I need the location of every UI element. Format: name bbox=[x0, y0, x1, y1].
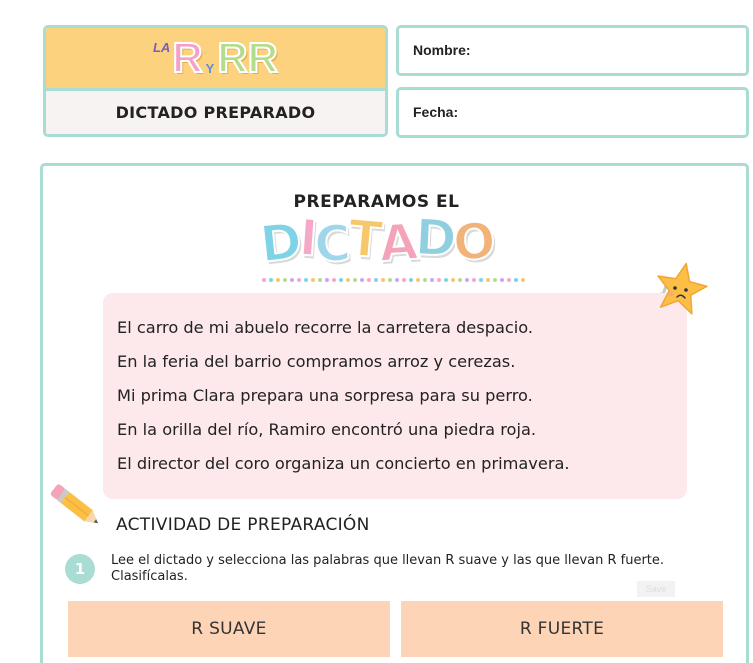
title-banner bbox=[46, 28, 385, 91]
decorative-dots bbox=[262, 278, 532, 284]
decorative-dot bbox=[451, 278, 455, 282]
decorative-dot bbox=[311, 278, 315, 282]
dictado-letter: O bbox=[450, 211, 496, 273]
decorative-dot bbox=[297, 278, 301, 282]
decorative-dot bbox=[395, 278, 399, 282]
decorative-dot bbox=[269, 278, 273, 282]
decorative-dot bbox=[402, 278, 406, 282]
decorative-dot bbox=[521, 278, 525, 282]
decorative-dot bbox=[479, 278, 483, 282]
decorative-dot bbox=[493, 278, 497, 282]
dictado-letter: A bbox=[377, 212, 417, 274]
decorative-dot bbox=[276, 278, 280, 282]
decorative-dot bbox=[332, 278, 336, 282]
step-number-badge: 1 bbox=[65, 554, 95, 584]
decorative-dot bbox=[374, 278, 378, 282]
column-header-r-suave: R SUAVE bbox=[68, 601, 390, 657]
dictation-sentence: Mi prima Clara prepara una sorpresa para su perro. bbox=[117, 386, 533, 405]
decorative-dot bbox=[346, 278, 350, 282]
dictation-sentence: En la feria del barrio compramos arroz y cerezas. bbox=[117, 352, 516, 371]
title-connector: Y bbox=[205, 61, 215, 76]
dictado-heading bbox=[0, 208, 753, 274]
decorative-dot bbox=[339, 278, 343, 282]
title-prefix: LA bbox=[152, 40, 171, 55]
pencil-icon bbox=[46, 478, 106, 534]
decorative-dot bbox=[458, 278, 462, 282]
dictado-letter: C bbox=[312, 214, 350, 274]
decorative-dot bbox=[465, 278, 469, 282]
decorative-dot bbox=[325, 278, 329, 282]
section-kicker: PREPARAMOS EL bbox=[293, 192, 460, 212]
title-box bbox=[43, 25, 388, 137]
date-field[interactable] bbox=[396, 87, 749, 138]
column-header-r-fuerte: R FUERTE bbox=[401, 601, 723, 657]
worksheet-subtitle: DICTADO PREPARADO bbox=[46, 91, 385, 134]
dictado-letter: T bbox=[345, 208, 382, 270]
name-label: Nombre: bbox=[413, 42, 471, 58]
decorative-dot bbox=[500, 278, 504, 282]
decorative-dot bbox=[409, 278, 413, 282]
decorative-dot bbox=[304, 278, 308, 282]
decorative-dot bbox=[507, 278, 511, 282]
decorative-dot bbox=[486, 278, 490, 282]
dictado-letter: D bbox=[257, 212, 302, 274]
decorative-dot bbox=[388, 278, 392, 282]
dictation-text-panel bbox=[103, 293, 687, 499]
decorative-dot bbox=[353, 278, 357, 282]
decorative-dot bbox=[423, 278, 427, 282]
decorative-dot bbox=[318, 278, 322, 282]
decorative-dot bbox=[367, 278, 371, 282]
decorative-dot bbox=[290, 278, 294, 282]
dictado-letter: D bbox=[413, 208, 455, 268]
title-letter-r: R bbox=[172, 34, 203, 81]
star-icon bbox=[653, 260, 709, 316]
decorative-dot bbox=[381, 278, 385, 282]
save-button[interactable]: Save bbox=[637, 581, 675, 597]
decorative-dot bbox=[472, 278, 476, 282]
decorative-dot bbox=[416, 278, 420, 282]
decorative-dot bbox=[437, 278, 441, 282]
decorative-dot bbox=[444, 278, 448, 282]
decorative-dot bbox=[514, 278, 518, 282]
name-field[interactable] bbox=[396, 25, 749, 76]
activity-title: ACTIVIDAD DE PREPARACIÓN bbox=[116, 515, 370, 535]
dictation-sentence: En la orilla del río, Ramiro encontró una piedra roja. bbox=[117, 420, 537, 439]
decorative-dot bbox=[430, 278, 434, 282]
dictation-sentence: El carro de mi abuelo recorre la carretera despacio. bbox=[117, 318, 534, 337]
dictado-letter: I bbox=[296, 208, 317, 268]
date-label: Fecha: bbox=[413, 104, 459, 120]
decorative-dot bbox=[262, 278, 266, 282]
decorative-dot bbox=[360, 278, 364, 282]
decorative-dot bbox=[283, 278, 287, 282]
title-letter-rr: RR bbox=[217, 34, 279, 81]
dictation-sentence: El director del coro organiza un concierto en primavera. bbox=[117, 454, 570, 473]
activity-instruction: Lee el dictado y selecciona las palabras que llevan R suave y las que llevan R fuerte. Clasifícalas. bbox=[111, 553, 665, 584]
